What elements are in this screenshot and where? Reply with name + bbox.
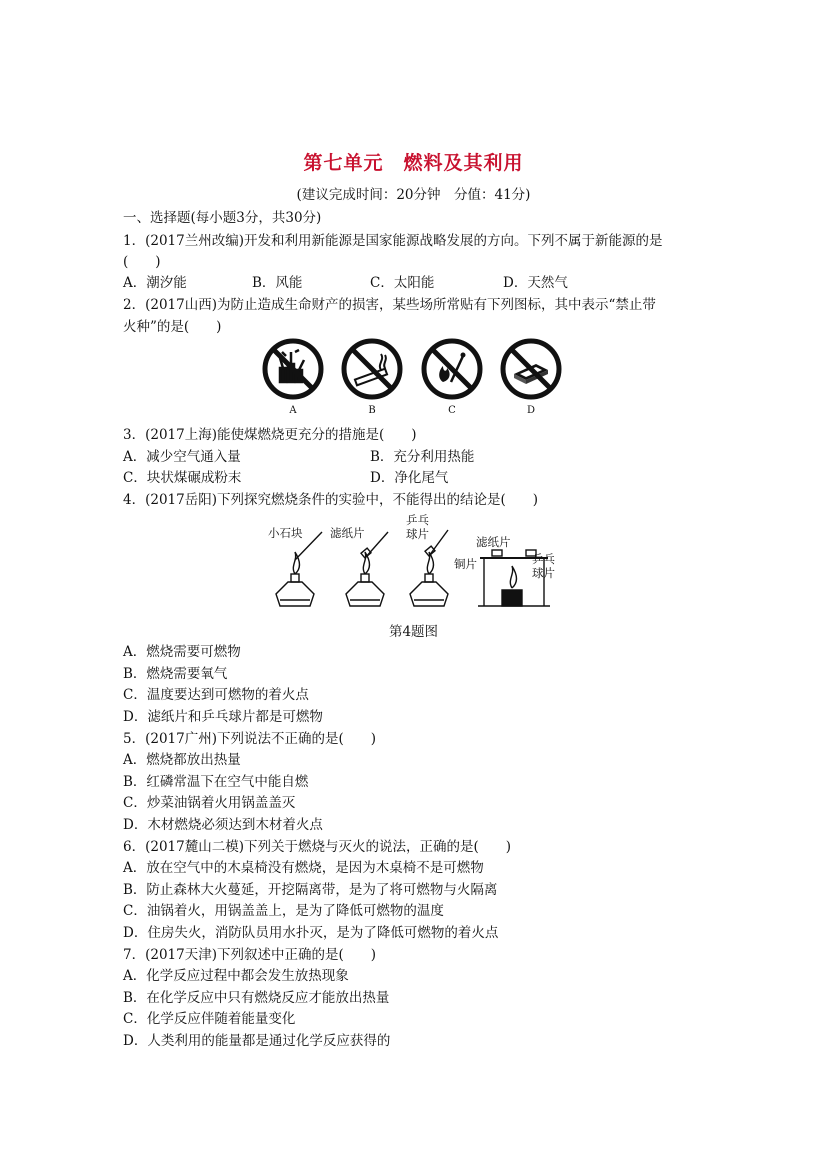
question-1-option-a: A．潮汐能 [123,275,187,291]
question-3-option-b: B．充分利用热能 [370,449,475,465]
question-1-stem: 1．(2017兰州改编)开发和利用新能源是国家能源战略发展的方向。下列不属于新能源的是 [123,233,663,249]
question-6-stem: 6．(2017麓山二模)下列关于燃烧与灭火的说法，正确的是( ) [123,839,512,855]
section-heading: 一、选择题(每小题3分，共30分) [123,210,322,226]
page-subtitle: (建议完成时间：20分钟 分值：41分) [296,187,531,203]
question-5-option-a: A．燃烧都放出热量 [123,752,241,768]
no-smoking-icon [341,338,403,400]
question-1-option-d: D．天然气 [503,275,568,291]
question-5-option-c: C．炒菜油锅着火用锅盖盖灭 [123,795,296,811]
question-6-option-c: C．油锅着火，用锅盖盖上，是为了降低可燃物的温度 [123,903,444,919]
question-3-stem: 3．(2017上海)能使煤燃烧更充分的措施是( ) [123,427,417,443]
question-6-option-a: A．放在空气中的木桌椅没有燃烧，是因为木桌椅不是可燃物 [123,860,484,876]
no-open-flame-icon [421,338,483,400]
question-6-option-d: D．住房失火，消防队员用水扑灭，是为了降低可燃物的着火点 [123,925,499,941]
question-4-stem: 4．(2017岳阳)下列探究燃烧条件的实验中，不能得出的结论是( ) [123,492,539,508]
sign-d-label: D [526,405,536,416]
figure-label-pingpong-2: 乒乓球片 [532,552,555,580]
question-7-option-b: B．在化学反应中只有燃烧反应才能放出热量 [123,990,390,1006]
sign-c-label: C [448,405,456,416]
figure-label-filter-paper-2: 滤纸片 [476,535,511,549]
sign-b-label: B [368,405,376,416]
question-1-stem-cont: ( ) [123,254,161,270]
figure-label-copper: 铜片 [454,557,477,571]
no-fireworks-icon [262,338,324,400]
figure-caption: 第4题图 [388,624,439,640]
question-3-option-c: C．块状煤碾成粉末 [123,470,242,486]
question-4-option-c: C．温度要达到可燃物的着火点 [123,687,309,703]
sign-a-label: A [289,405,297,416]
question-6-option-b: B．防止森林大火蔓延，开挖隔离带，是为了将可燃物与火隔离 [123,882,498,898]
question-4-option-d: D．滤纸片和乒乓球片都是可燃物 [123,709,323,725]
page-title: 第七单元 燃料及其利用 [303,152,524,174]
no-matches-icon [500,338,562,400]
question-4-option-b: B．燃烧需要氧气 [123,666,228,682]
question-3-option-d: D．净化尾气 [370,470,449,486]
question-1-option-c: C．太阳能 [370,275,435,291]
question-7-option-d: D．人类利用的能量都是通过化学反应获得的 [123,1033,391,1049]
figure-label-pingpong: 乒乓球片 [406,513,429,541]
question-1-option-b: B．风能 [252,275,303,291]
question-4-option-a: A．燃烧需要可燃物 [123,644,241,660]
question-7-stem: 7．(2017天津)下列叙述中正确的是( ) [123,947,377,963]
question-2-stem: 2．(2017山西)为防止造成生命财产的损害，某些场所常贴有下列图标，其中表示“禁止带 [123,297,656,313]
question-7-option-c: C．化学反应伴随着能量变化 [123,1011,296,1027]
question-7-option-a: A．化学反应过程中都会发生放热现象 [123,968,349,984]
figure-label-stone: 小石块 [268,526,303,540]
figure-label-filter-paper: 滤纸片 [330,526,365,540]
question-2-stem-cont: 火种”的是( ) [123,319,222,335]
question-3-option-a: A．减少空气通入量 [123,449,241,465]
question-5-stem: 5．(2017广州)下列说法不正确的是( ) [123,731,377,747]
question-5-option-b: B．红磷常温下在空气中能自燃 [123,774,309,790]
question-5-option-d: D．木材燃烧必须达到木材着火点 [123,817,323,833]
